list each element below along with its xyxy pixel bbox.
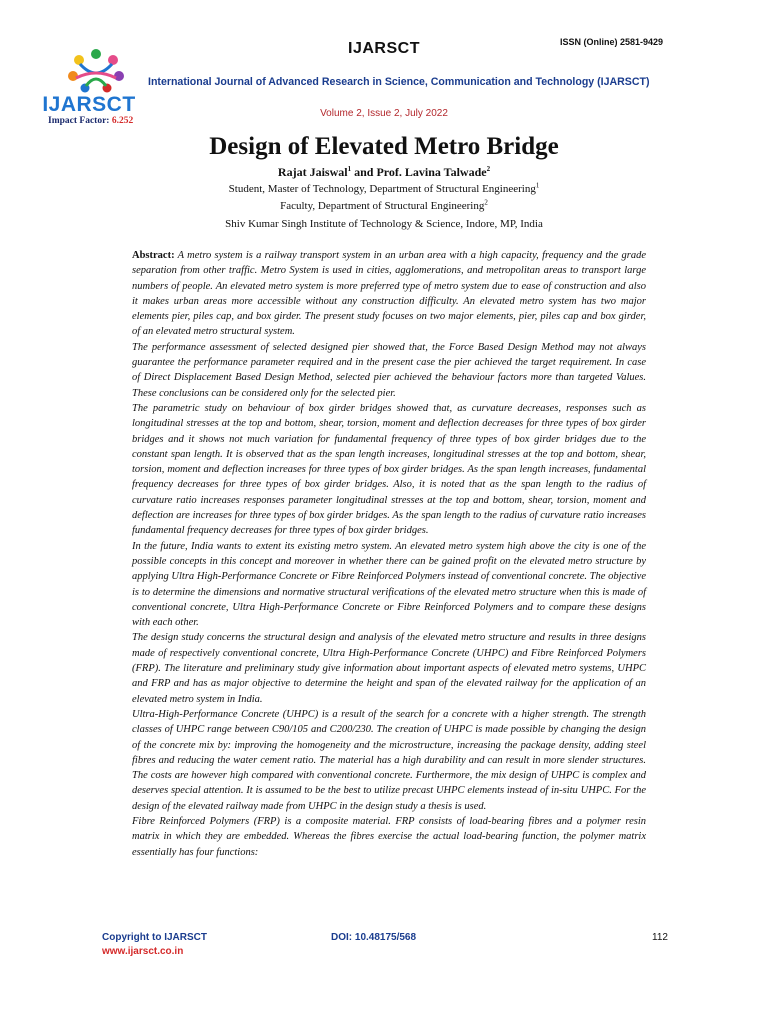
- journal-short-title: IJARSCT: [348, 40, 420, 57]
- affiliation-2-text: Faculty, Department of Structural Engineering: [280, 200, 485, 212]
- footer-doi: DOI: 10.48175/568: [331, 932, 417, 943]
- issn: ISSN (Online) 2581-9429: [560, 37, 664, 47]
- impact-factor-label: Impact Factor:: [48, 116, 110, 126]
- abstract-paragraph-1: [132, 248, 646, 340]
- author-conjunction: and: [351, 165, 377, 179]
- affiliation-2-sup: 2: [484, 198, 488, 207]
- affiliation-1: [0, 182, 768, 197]
- author-2: Prof. Lavina Talwade: [376, 165, 487, 179]
- abstract-label: Abstract:: [132, 250, 175, 261]
- abstract-paragraph-7: Fibre Reinforced Polymers (FRP) is a composite material. FRP consists of load-bearing fibres and a polymer resin matrix in which they are embedded. Whereas the fibres exercise the actual load-bearing function, the polymer matrix essentially has four functions:: [132, 815, 646, 858]
- abstract: [132, 248, 646, 860]
- volume-issue: Volume 2, Issue 2, July 2022: [320, 108, 448, 119]
- abstract-paragraph-4: In the future, India wants to extent its existing metro system. An elevated metro system high above the city is one of the possible concepts in this concept and moreover in whether there can be gained profit on the elevated metro structure by applying Ultra High-Performance Concrete or Fibre Reinforced Polymers instead of conventional concrete. The objective is to determine the dimensions and normative structural verifications of the elevated metro structure when this is made of conventional concrete, Ultra High-Performance Concrete or Fibre Reinforced Polymers and to compare these designs with each other.: [132, 540, 646, 629]
- author-1-sup: 1: [347, 165, 352, 173]
- abstract-paragraph-5: The design study concerns the structural design and analysis of the elevated metro structure and results in three designs made of respectively conventional concrete, Ultra High-Performance Concrete (UHPC) and Fibre Reinforced Polymers (FRP). The literature and preliminary study give information about important aspects of elevated metro systems, UHPC and FRP and has as major objective to determine the height and span of the elevated railway for the application of an elevated metro system in India.: [132, 632, 646, 705]
- page-number: 112: [652, 932, 668, 943]
- abstract-p1-text: A metro system is a railway transport system in an urban area with a high capacity, frequency and the grade separation from other traffic. Metro System is used in cities, agglomerations, and metropolitan areas to transport large numbers of people. An elevated metro system is more preferred type of metro system due to ease of construction and also it makes urban areas more accessible without any construction difficulty. An elevated metro system has two major elements pier, piles cap, and box girder. The present study focuses on two major elements, pier, piles cap and box girder, of an elevated metro structural system.: [132, 250, 646, 338]
- affiliation-2: [0, 199, 768, 214]
- affiliation-3: Shiv Kumar Singh Institute of Technology & Science, Indore, MP, India: [225, 218, 543, 230]
- journal-full-title: International Journal of Advanced Research in Science, Communication and Technology (IJARSCT): [148, 76, 650, 88]
- author-1: Rajat Jaiswal: [277, 165, 348, 179]
- abstract-paragraph-6: Ultra-High-Performance Concrete (UHPC) is a result of the search for a concrete with a higher strength. The strength classes of UHPC range between C90/105 and C200/230. The creation of UHPC is made possible by changing the design of the concrete mix by: improving the homogeneity and the microstructure, increasing the package density, adding steel fibres and reducing the water cement ratio. The material has a high durability and can result in more slender structures. The costs are however high compared with conventional concrete. Furthermore, the mix design of UHPC is complex and deserves special attention. It is assumed to be the best to utilize precast UHPC elements instead of in-situ UHPC. For the design of the elevated railway made from UHPC in the design study a thesis is used.: [132, 708, 646, 812]
- impact-factor-value: 6.252: [111, 116, 134, 126]
- footer-copyright: Copyright to IJARSCT: [102, 932, 207, 943]
- authors: [0, 165, 768, 180]
- author-2-sup: 2: [486, 165, 491, 173]
- affiliation-1-text: Student, Master of Technology, Department of Structural Engineering: [228, 183, 536, 195]
- footer-website-link[interactable]: www.ijarsct.co.in: [102, 946, 184, 957]
- abstract-paragraph-3: The parametric study on behaviour of box girder bridges showed that, as curvature decreases, responses such as longitudinal stresses at the top and bottom, shear, torsion, moment and deflection decreases for three types of box girder bridges and it shows not much variation for fundamental frequency of three types of box girder bridges due to the constant span length. It is observed that as the span length increases, longitudinal stresses at the top and bottom, shear, torsion, moment and deflection increases for three types of box girder bridges. As the span length increases, fundamental frequency decreases for three types of box girder bridges. Also, it is noted that as the span length to the radius of curvature ratio increases responses parameter longitudinal stresses at the top and bottom, shear, torsion, moment and deflection are increases for three types of box girder bridges. As the span length to the radius of curvature ratio increases fundamental frequency decreases for three types of box girder bridges.: [132, 402, 646, 537]
- affiliation-1-sup: 1: [535, 181, 540, 190]
- paper-title: Design of Elevated Metro Bridge: [209, 133, 559, 160]
- logo-wordmark: IJARSCT: [42, 93, 136, 116]
- abstract-paragraph-2: The performance assessment of selected designed pier showed that, the Force Based Design Method may not always guarantee the performance parameter required and in the present case the pier achieved the target requirement. In case of Direct Displacement Based Design Method, selected pier achieved the behaviour factors more than targeted Values. These conclusions can be considered only for the selected pier.: [132, 341, 646, 399]
